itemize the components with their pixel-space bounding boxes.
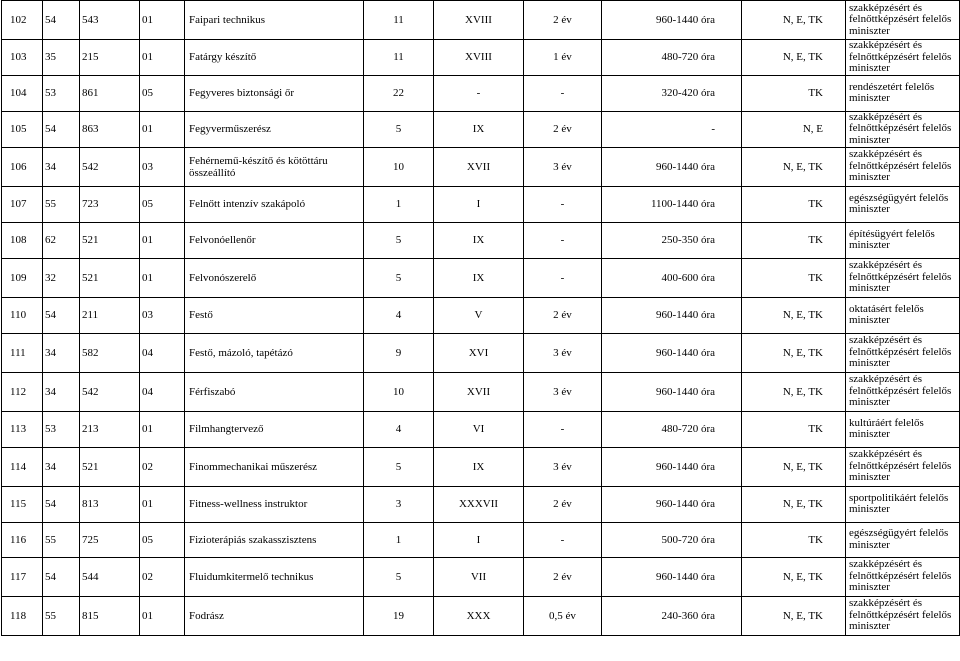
training-form: TK [742,522,846,557]
row-number: 105 [2,111,43,147]
code-part-3: 01 [140,222,185,258]
sector-roman: VI [434,411,524,447]
responsible-minister: szakképzésért és felnőttképzésért felelős miniszter [846,596,960,635]
qualification-name: Fehérnemű-készítő és kötöttáru összeállító [185,147,364,186]
code-part-2: 813 [80,486,140,522]
code-part-3: 01 [140,596,185,635]
qualification-name: Festő [185,297,364,333]
code-part-3: 01 [140,1,185,40]
qualification-name: Fitness-wellness instruktor [185,486,364,522]
code-part-2: 542 [80,372,140,411]
sector-roman: IX [434,258,524,297]
group-number: 5 [364,557,434,596]
row-number: 104 [2,75,43,111]
group-number: 10 [364,372,434,411]
group-number: 10 [364,147,434,186]
code-part-1: 34 [43,333,80,372]
row-number: 103 [2,40,43,76]
group-number: 9 [364,333,434,372]
qualification-name: Filmhangtervező [185,411,364,447]
code-part-1: 54 [43,486,80,522]
code-part-2: 723 [80,186,140,222]
code-part-1: 53 [43,411,80,447]
responsible-minister: kultúráért felelős miniszter [846,411,960,447]
sector-roman: IX [434,447,524,486]
qualification-name: Felvonóellenőr [185,222,364,258]
code-part-2: 544 [80,557,140,596]
group-number: 11 [364,40,434,76]
code-part-3: 01 [140,40,185,76]
code-part-3: 03 [140,147,185,186]
duration-hours: 500-720 óra [602,522,742,557]
row-number: 106 [2,147,43,186]
code-part-1: 53 [43,75,80,111]
duration-hours: 400-600 óra [602,258,742,297]
qualification-name: Fluidumkitermelő technikus [185,557,364,596]
table-row [2,333,960,372]
code-part-2: 815 [80,596,140,635]
duration-years: 1 év [524,40,602,76]
table-row [2,411,960,447]
code-part-1: 32 [43,258,80,297]
sector-roman: XXX [434,596,524,635]
row-number: 107 [2,186,43,222]
code-part-3: 04 [140,333,185,372]
responsible-minister: oktatásért felelős miniszter [846,297,960,333]
group-number: 3 [364,486,434,522]
duration-years: 2 év [524,297,602,333]
code-part-3: 05 [140,522,185,557]
duration-hours: 960-1440 óra [602,333,742,372]
sector-roman: XXXVII [434,486,524,522]
qualification-name: Fegyveres biztonsági őr [185,75,364,111]
qualification-name: Finommechanikai műszerész [185,447,364,486]
sector-roman: - [434,75,524,111]
code-part-1: 54 [43,1,80,40]
duration-hours: 960-1440 óra [602,297,742,333]
table-row [2,1,960,40]
code-part-1: 35 [43,40,80,76]
table-row [2,222,960,258]
row-number: 108 [2,222,43,258]
table-row [2,186,960,222]
training-form: N, E, TK [742,297,846,333]
code-part-1: 34 [43,372,80,411]
sector-roman: XVI [434,333,524,372]
duration-hours: 480-720 óra [602,411,742,447]
code-part-2: 521 [80,222,140,258]
group-number: 1 [364,522,434,557]
qualification-name: Fodrász [185,596,364,635]
sector-roman: IX [434,111,524,147]
duration-hours: 1100-1440 óra [602,186,742,222]
row-number: 110 [2,297,43,333]
qualification-name: Fegyverműszerész [185,111,364,147]
table-row [2,40,960,76]
group-number: 11 [364,1,434,40]
qualification-name: Fatárgy készítő [185,40,364,76]
duration-hours: 240-360 óra [602,596,742,635]
code-part-3: 02 [140,447,185,486]
duration-years: - [524,522,602,557]
sector-roman: VII [434,557,524,596]
row-number: 116 [2,522,43,557]
duration-years: 2 év [524,486,602,522]
training-form: N, E [742,111,846,147]
group-number: 5 [364,222,434,258]
duration-years: 3 év [524,447,602,486]
group-number: 5 [364,447,434,486]
duration-years: - [524,411,602,447]
row-number: 112 [2,372,43,411]
code-part-3: 01 [140,486,185,522]
row-number: 113 [2,411,43,447]
code-part-1: 34 [43,447,80,486]
sector-roman: XVIII [434,40,524,76]
responsible-minister: egészségügyért felelős miniszter [846,522,960,557]
table-row [2,596,960,635]
responsible-minister: rendészetért felelős miniszter [846,75,960,111]
responsible-minister: építésügyért felelős miniszter [846,222,960,258]
code-part-3: 01 [140,411,185,447]
duration-years: 2 év [524,1,602,40]
sector-roman: I [434,522,524,557]
duration-years: - [524,258,602,297]
group-number: 4 [364,411,434,447]
responsible-minister: szakképzésért és felnőttképzésért felelős miniszter [846,40,960,76]
code-part-1: 54 [43,111,80,147]
training-form: N, E, TK [742,596,846,635]
duration-years: - [524,186,602,222]
group-number: 4 [364,297,434,333]
code-part-2: 213 [80,411,140,447]
responsible-minister: szakképzésért és felnőttképzésért felelős miniszter [846,111,960,147]
code-part-2: 211 [80,297,140,333]
training-form: N, E, TK [742,333,846,372]
table-row [2,372,960,411]
responsible-minister: egészségügyért felelős miniszter [846,186,960,222]
table-row [2,297,960,333]
responsible-minister: szakképzésért és felnőttképzésért felelős miniszter [846,147,960,186]
duration-years: 3 év [524,333,602,372]
duration-hours: 320-420 óra [602,75,742,111]
code-part-1: 34 [43,147,80,186]
code-part-1: 55 [43,186,80,222]
group-number: 5 [364,111,434,147]
code-part-3: 03 [140,297,185,333]
row-number: 114 [2,447,43,486]
qualification-name: Férfiszabó [185,372,364,411]
table-row [2,447,960,486]
sector-roman: XVII [434,372,524,411]
code-part-2: 543 [80,1,140,40]
group-number: 19 [364,596,434,635]
responsible-minister: szakképzésért és felnőttképzésért felelős miniszter [846,557,960,596]
table-row [2,522,960,557]
code-part-1: 55 [43,522,80,557]
table-row [2,486,960,522]
table-row [2,557,960,596]
table-row [2,75,960,111]
code-part-3: 01 [140,111,185,147]
training-form: N, E, TK [742,557,846,596]
duration-hours: 480-720 óra [602,40,742,76]
row-number: 111 [2,333,43,372]
duration-years: - [524,222,602,258]
code-part-3: 05 [140,75,185,111]
code-part-1: 55 [43,596,80,635]
code-part-2: 725 [80,522,140,557]
row-number: 102 [2,1,43,40]
code-part-3: 04 [140,372,185,411]
duration-years: 2 év [524,111,602,147]
training-form: N, E, TK [742,1,846,40]
duration-hours: 960-1440 óra [602,486,742,522]
qualification-name: Fizioterápiás szakasszisztens [185,522,364,557]
row-number: 118 [2,596,43,635]
training-form: N, E, TK [742,447,846,486]
group-number: 1 [364,186,434,222]
duration-years: 3 év [524,372,602,411]
group-number: 5 [364,258,434,297]
sector-roman: V [434,297,524,333]
sector-roman: XVII [434,147,524,186]
qualification-name: Felnőtt intenzív szakápoló [185,186,364,222]
training-form: TK [742,222,846,258]
qualifications-table [1,0,960,636]
responsible-minister: szakképzésért és felnőttképzésért felelős miniszter [846,372,960,411]
duration-hours: - [602,111,742,147]
training-form: TK [742,75,846,111]
code-part-2: 521 [80,447,140,486]
training-form: TK [742,411,846,447]
training-form: N, E, TK [742,486,846,522]
code-part-2: 863 [80,111,140,147]
code-part-2: 542 [80,147,140,186]
duration-hours: 960-1440 óra [602,447,742,486]
duration-hours: 960-1440 óra [602,557,742,596]
code-part-3: 05 [140,186,185,222]
row-number: 109 [2,258,43,297]
qualification-name: Felvonószerelő [185,258,364,297]
sector-roman: IX [434,222,524,258]
group-number: 22 [364,75,434,111]
qualification-name: Festő, mázoló, tapétázó [185,333,364,372]
training-form: N, E, TK [742,147,846,186]
duration-years: 2 év [524,557,602,596]
duration-hours: 960-1440 óra [602,1,742,40]
table-row [2,147,960,186]
duration-years: 3 év [524,147,602,186]
responsible-minister: szakképzésért és felnőttképzésért felelős miniszter [846,1,960,40]
duration-hours: 960-1440 óra [602,147,742,186]
responsible-minister: szakképzésért és felnőttképzésért felelős miniszter [846,258,960,297]
duration-hours: 250-350 óra [602,222,742,258]
responsible-minister: szakképzésért és felnőttképzésért felelős miniszter [846,447,960,486]
sector-roman: XVIII [434,1,524,40]
code-part-1: 54 [43,557,80,596]
duration-years: 0,5 év [524,596,602,635]
code-part-2: 215 [80,40,140,76]
row-number: 115 [2,486,43,522]
responsible-minister: szakképzésért és felnőttképzésért felelős miniszter [846,333,960,372]
duration-years: - [524,75,602,111]
code-part-2: 861 [80,75,140,111]
duration-hours: 960-1440 óra [602,372,742,411]
responsible-minister: sportpolitikáért felelős miniszter [846,486,960,522]
training-form: TK [742,258,846,297]
sector-roman: I [434,186,524,222]
training-form: TK [742,186,846,222]
code-part-3: 01 [140,258,185,297]
table-row [2,258,960,297]
code-part-3: 02 [140,557,185,596]
qualification-name: Faipari technikus [185,1,364,40]
code-part-2: 582 [80,333,140,372]
code-part-1: 62 [43,222,80,258]
row-number: 117 [2,557,43,596]
code-part-2: 521 [80,258,140,297]
training-form: N, E, TK [742,372,846,411]
training-form: N, E, TK [742,40,846,76]
code-part-1: 54 [43,297,80,333]
table-row [2,111,960,147]
